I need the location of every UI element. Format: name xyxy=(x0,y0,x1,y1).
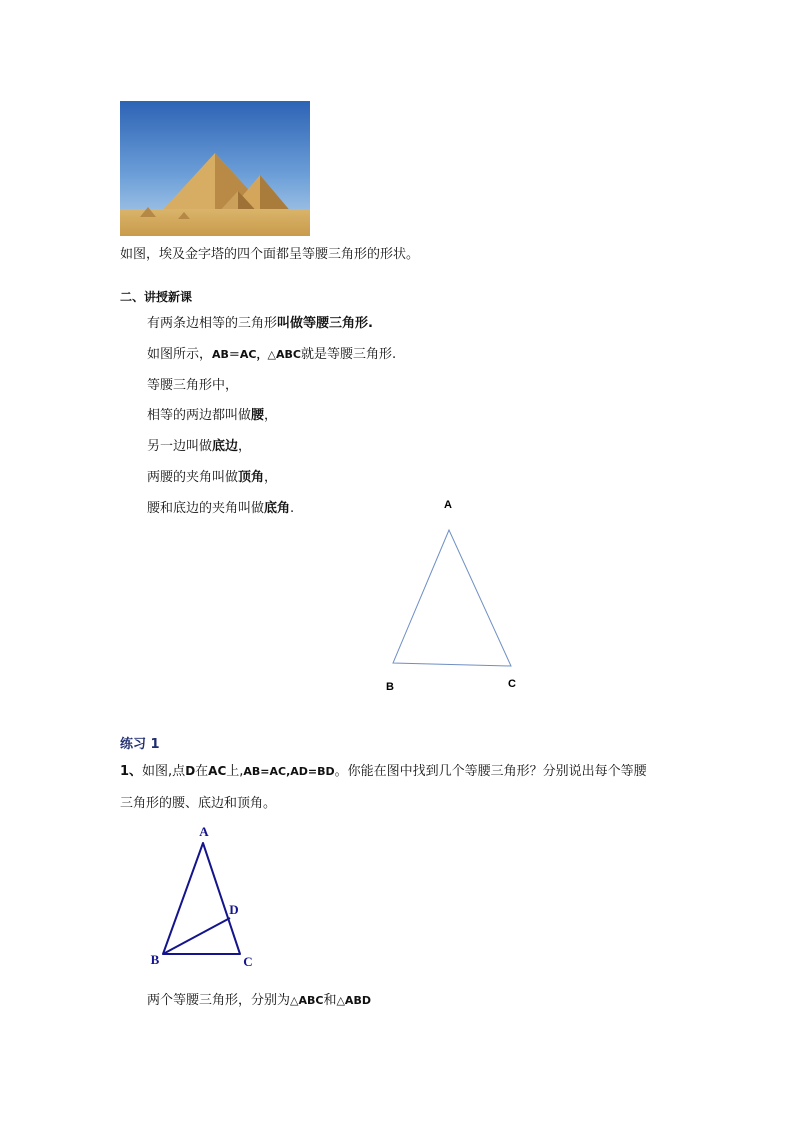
vertex-angle-text: 两腰的夹角叫做 xyxy=(147,470,239,485)
legs-term: 腰 xyxy=(251,408,265,423)
legs-text: 相等的两边都叫做 xyxy=(147,408,252,423)
answer-triangle-abc: △ABC xyxy=(290,994,324,1007)
question-conditions: AB=AC,AD=BD xyxy=(243,765,335,778)
vertex-angle-line xyxy=(147,466,277,485)
base-punct: ， xyxy=(238,439,252,454)
section-heading: 二、讲授新课 xyxy=(120,290,193,304)
exercise-question-line2: 三角形的腰、底边和顶角。 xyxy=(120,796,277,811)
question-text-4: 。你能在图中找到几个等腰三角形？分别说出每个等腰 xyxy=(334,764,647,779)
exercise-answer xyxy=(147,989,371,1008)
answer-and: 和 xyxy=(323,993,337,1008)
question-point-d: D xyxy=(185,764,196,778)
legs-punct: ， xyxy=(264,408,278,423)
point-label-d: D xyxy=(229,902,239,917)
answer-text: 两个等腰三角形，分别为 xyxy=(147,993,291,1008)
triangle-outline xyxy=(393,530,511,666)
question-text-2: 在 xyxy=(195,764,209,779)
example-equation: AB＝AC，△ABC xyxy=(212,348,301,361)
vertex-label-b: B xyxy=(386,681,394,693)
definition-term: 叫做等腰三角形. xyxy=(277,316,373,331)
triangle-abc xyxy=(163,843,240,954)
exercise-triangle-figure xyxy=(140,818,270,973)
base-angle-punct: . xyxy=(290,501,295,516)
example-line xyxy=(147,343,396,362)
base-term: 底边 xyxy=(212,439,239,454)
answer-triangle-abd: △ABD xyxy=(336,994,371,1007)
photo-caption: 如图，埃及金字塔的四个面都呈等腰三角形的形状。 xyxy=(120,247,420,262)
definition-text: 有两条边相等的三角形 xyxy=(147,316,278,331)
vertex-angle-term: 顶角 xyxy=(238,470,265,485)
base-line xyxy=(147,435,251,454)
question-text-3: 上, xyxy=(226,764,244,779)
vertex-label-a: A xyxy=(444,499,452,511)
base-text: 另一边叫做 xyxy=(147,439,213,454)
question-segment-ac: AC xyxy=(208,764,227,778)
exercise-question xyxy=(120,760,647,779)
legs-line xyxy=(147,404,277,423)
example-text: 如图所示， xyxy=(147,347,213,362)
pyramid-photo xyxy=(120,101,310,236)
isosceles-triangle-figure xyxy=(370,490,540,700)
example-text-end: 就是等腰三角形. xyxy=(300,347,397,362)
pyramid-illustration xyxy=(120,101,310,236)
question-number: 1、 xyxy=(120,764,143,779)
base-angle-text: 腰和底边的夹角叫做 xyxy=(147,501,265,516)
base-angle-term: 底角 xyxy=(264,501,291,516)
base-angle-line xyxy=(147,497,294,516)
definition-line xyxy=(147,312,373,331)
question-text: 如图,点 xyxy=(142,764,186,779)
vertex-label-b: B xyxy=(150,952,160,967)
parts-intro: 等腰三角形中， xyxy=(147,378,239,393)
vertex-label-c: C xyxy=(243,954,253,969)
exercise-title: 练习 1 xyxy=(120,737,160,752)
vertex-label-c: C xyxy=(508,678,516,690)
vertex-label-a: A xyxy=(199,824,209,839)
vertex-angle-punct: ， xyxy=(264,470,278,485)
